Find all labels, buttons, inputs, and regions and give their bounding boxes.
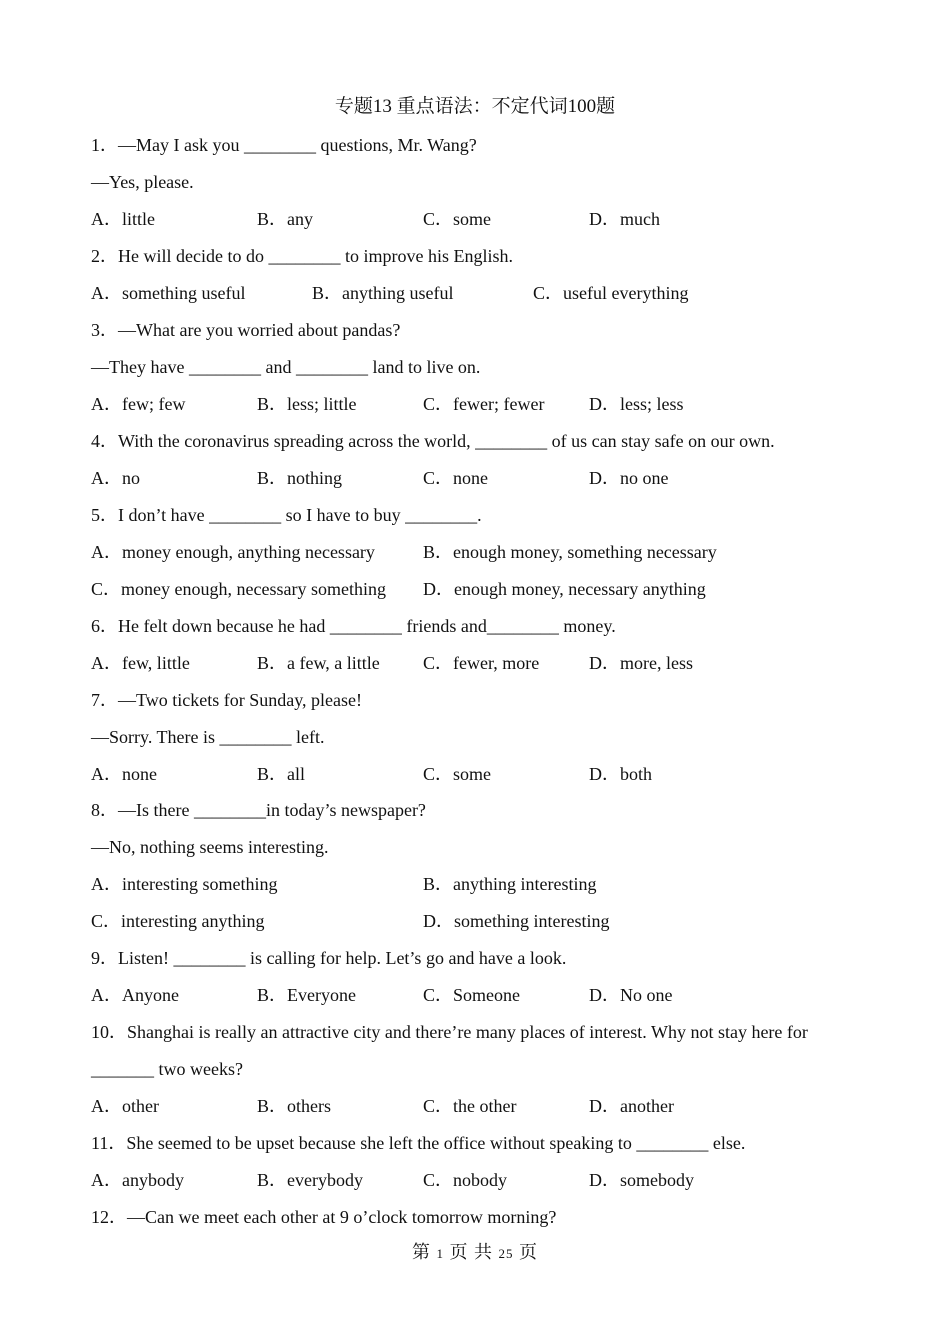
option-d[interactable]: D．No one	[589, 985, 673, 1005]
question-stem: 2．He will decide to do ________ to improve his English.	[91, 246, 513, 266]
option-b[interactable]: B．Everyone	[257, 985, 356, 1005]
option-a[interactable]: A．few, little	[91, 653, 190, 673]
option-a[interactable]: A．money enough, anything necessary	[91, 542, 375, 562]
option-b[interactable]: B．anything useful	[312, 283, 454, 303]
option-c[interactable]: C．some	[423, 209, 492, 229]
option-c[interactable]: C．useful everything	[533, 283, 689, 303]
option-d[interactable]: D．something interesting	[423, 911, 610, 931]
option-c[interactable]: C．nobody	[423, 1170, 508, 1190]
question-stem: 9．Listen! ________ is calling for help. Let’s go and have a look.	[91, 948, 567, 968]
option-b[interactable]: B．anything interesting	[423, 874, 597, 894]
option-b[interactable]: B．any	[257, 209, 313, 229]
footer-suffix: 页	[519, 1242, 538, 1262]
footer-mid: 页 共	[449, 1242, 493, 1262]
option-d[interactable]: D．somebody	[589, 1170, 694, 1190]
question-stem-continued: _______ two weeks?	[91, 1059, 243, 1079]
question-stem: 4．With the coronavirus spreading across the world, ________ of us can stay safe on our own.	[91, 431, 775, 451]
question-stem: 7．—Two tickets for Sunday, please!	[91, 690, 363, 710]
page-title: 专题13 重点语法：不定代词100题	[334, 96, 616, 117]
question-stem: 5．I don’t have ________ so I have to buy ________.	[91, 505, 482, 525]
option-c[interactable]: C．fewer, more	[423, 653, 540, 673]
option-a[interactable]: A．few; few	[91, 394, 186, 414]
question-reply: —Yes, please.	[91, 172, 194, 192]
option-c[interactable]: C．the other	[423, 1096, 517, 1116]
option-d[interactable]: D．another	[589, 1096, 674, 1116]
option-c[interactable]: C．none	[423, 468, 488, 488]
option-c[interactable]: C．some	[423, 764, 492, 784]
option-b[interactable]: B．enough money, something necessary	[423, 542, 717, 562]
option-c[interactable]: C．interesting anything	[91, 911, 265, 931]
page-footer	[0, 1241, 950, 1265]
option-d[interactable]: D．enough money, necessary anything	[423, 579, 706, 599]
question-reply: —No, nothing seems interesting.	[91, 837, 329, 857]
question-reply: —They have ________ and ________ land to live on.	[91, 357, 481, 377]
option-d[interactable]: D．much	[589, 209, 660, 229]
option-a[interactable]: A．no	[91, 468, 140, 488]
option-a[interactable]: A．Anyone	[91, 985, 179, 1005]
question-stem: 6．He felt down because he had ________ friends and________ money.	[91, 616, 616, 636]
option-b[interactable]: B．a few, a little	[257, 653, 380, 673]
option-b[interactable]: B．others	[257, 1096, 331, 1116]
footer-prefix: 第	[412, 1242, 431, 1262]
option-c[interactable]: C．fewer; fewer	[423, 394, 545, 414]
option-b[interactable]: B．all	[257, 764, 305, 784]
question-stem: 1．—May I ask you ________ questions, Mr. Wang?	[91, 135, 477, 155]
option-d[interactable]: D．no one	[589, 468, 669, 488]
question-stem: 11．She seemed to be upset because she left the office without speaking to ________ else.	[91, 1133, 746, 1153]
question-stem: 12．—Can we meet each other at 9 o’clock tomorrow morning?	[91, 1207, 557, 1227]
option-b[interactable]: B．less; little	[257, 394, 357, 414]
option-c[interactable]: C．Someone	[423, 985, 520, 1005]
option-a[interactable]: A．interesting something	[91, 874, 278, 894]
option-b[interactable]: B．nothing	[257, 468, 343, 488]
option-d[interactable]: D．both	[589, 764, 652, 784]
option-a[interactable]: A．anybody	[91, 1170, 184, 1190]
option-a[interactable]: A．other	[91, 1096, 159, 1116]
page-number: 1	[436, 1246, 444, 1261]
question-stem: 3．—What are you worried about pandas?	[91, 320, 401, 340]
question-reply: —Sorry. There is ________ left.	[91, 727, 325, 747]
option-c[interactable]: C．money enough, necessary something	[91, 579, 386, 599]
option-d[interactable]: D．more, less	[589, 653, 693, 673]
option-b[interactable]: B．everybody	[257, 1170, 363, 1190]
option-a[interactable]: A．little	[91, 209, 155, 229]
question-stem: 8．—Is there ________in today’s newspaper?	[91, 800, 426, 820]
option-a[interactable]: A．none	[91, 764, 157, 784]
question-stem: 10．Shanghai is really an attractive city and there’re many places of interest. Why not stay here for	[91, 1022, 808, 1042]
option-a[interactable]: A．something useful	[91, 283, 246, 303]
page-total: 25	[498, 1246, 514, 1261]
option-d[interactable]: D．less; less	[589, 394, 684, 414]
